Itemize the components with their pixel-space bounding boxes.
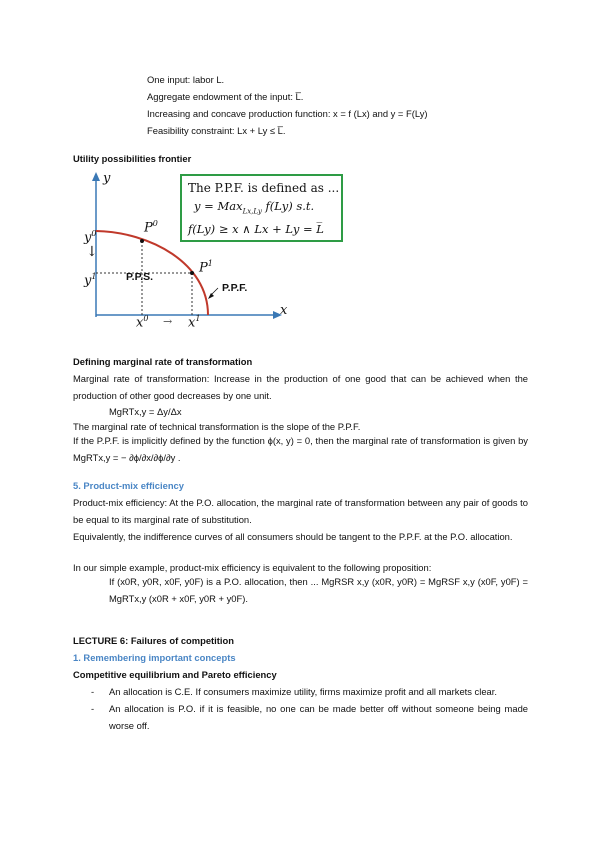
bullet-item-2: An allocation is P.O. if it is feasible, no one can be made better off without someone being made worse off. xyxy=(109,703,528,731)
y1-label: $y^1$ xyxy=(84,272,97,289)
pme-paragraph-2: Equivalently, the indifference curves of all consumers should be tangent to the P.P.F. at the P.O. allocation. xyxy=(73,531,513,542)
ppf-definition-title: The P.P.F. is defined as ... xyxy=(188,181,340,195)
y0-label: $y^0$ xyxy=(84,229,97,246)
intro-line-3: Increasing and concave production function: x = f (Lx) and y = F(Ly) xyxy=(147,108,428,119)
p1-label: $P^1$ xyxy=(199,259,213,276)
down-arrow: ↓ xyxy=(86,244,98,260)
lecture-6-heading: LECTURE 6: Failures of competition xyxy=(73,635,234,646)
ppf-label: P.P.F. xyxy=(222,282,248,294)
intro-line-1: One input: labor L. xyxy=(147,74,225,85)
x-axis-label: x xyxy=(280,303,288,318)
lecture-6-subheading-2: Competitive equilibrium and Pareto efficiency xyxy=(73,669,277,680)
bullet-dash-1: - xyxy=(91,686,95,697)
intro-line-4: Feasibility constraint: Lx + Ly ≤ L̅. xyxy=(147,125,286,136)
right-arrow: → xyxy=(163,315,173,328)
section-heading-product-mix: 5. Product-mix efficiency xyxy=(73,480,184,491)
mrt-paragraph-3: If the P.P.F. is implicitly defined by the function ϕ(x, y) = 0, then the marginal rate of transformation is given by MgRTx,y = − ∂ϕ/∂x/∂ϕ/∂y . xyxy=(73,435,528,463)
ppf-definition-eq1: y = Max$_{Lx,Ly}$ f(Ly) s.t. xyxy=(194,199,315,216)
y-axis-arrowhead xyxy=(92,172,100,181)
bullet-item-1: An allocation is C.E. If consumers maximize utility, firms maximize profit and all markets clear. xyxy=(109,686,497,697)
bullet-dash-2: - xyxy=(91,703,95,714)
p0-label: $P^0$ xyxy=(144,219,158,236)
intro-line-2: Aggregate endowment of the input: L̅. xyxy=(147,91,304,102)
mrt-paragraph-1: Marginal rate of transformation: Increase in the production of one good that can be achieved when the production of other good decreases by one unit. xyxy=(73,373,528,401)
pme-paragraph-3: In our simple example, product-mix efficiency is equivalent to the following proposition: xyxy=(73,562,432,573)
ppf-pointer-head xyxy=(208,293,214,299)
pme-proposition: If (x0R, y0R, x0F, y0F) is a P.O. allocation, then ... MgRSR x,y (x0R, y0R) = MgRSF x,y (x0F, y0F) = MgRTx,y (x0R + x0F, y0R + y0F). xyxy=(109,576,528,604)
pps-label: P.P.S. xyxy=(126,271,154,283)
point-p1 xyxy=(190,271,194,275)
x1-label: $x^1$ xyxy=(188,314,201,331)
point-p0 xyxy=(140,239,144,243)
section-heading-upf: Utility possibilities frontier xyxy=(73,153,192,164)
y-axis-label: y xyxy=(103,171,111,186)
ppf-definition-eq2: f(Ly) ≥ x ∧ Lx + Ly = L̅ xyxy=(188,222,324,237)
section-heading-mrt: Defining marginal rate of transformation xyxy=(73,356,253,367)
lecture-6-subheading-1: 1. Remembering important concepts xyxy=(73,652,236,663)
x0-label: $x^0$ xyxy=(136,314,149,331)
mrt-formula: MgRTx,y = Δy/Δx xyxy=(109,406,182,417)
pme-paragraph-1: Product-mix efficiency: At the P.O. allocation, the marginal rate of transformation between any pair of goods to be equal to its marginal rate of substitution. xyxy=(73,497,528,525)
ppf-definition-box xyxy=(180,174,343,242)
mrt-paragraph-2: The marginal rate of technical transformation is the slope of the P.P.F. xyxy=(73,421,361,432)
